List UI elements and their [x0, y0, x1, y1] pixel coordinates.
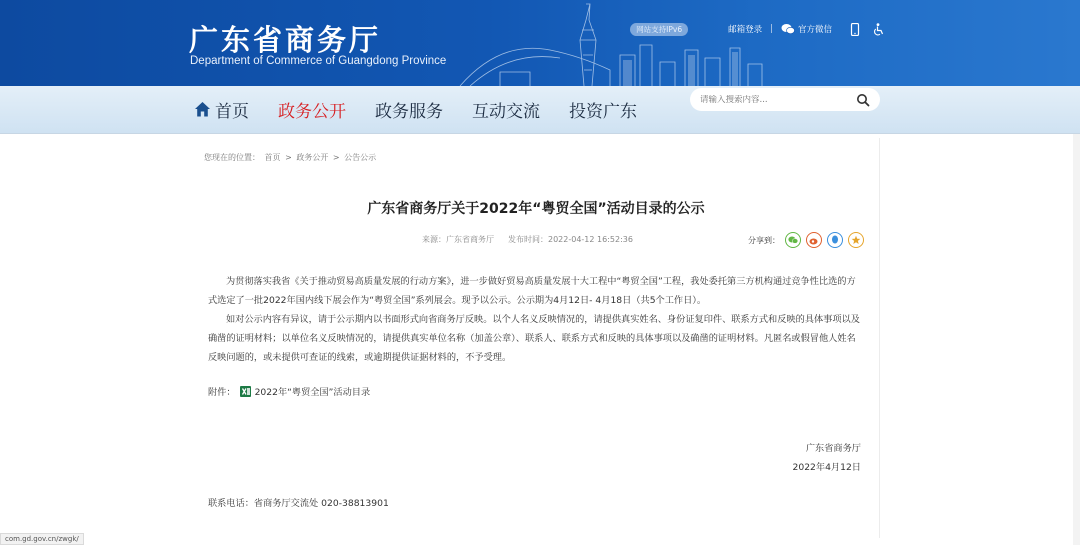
- nav-item-label: 政务服务: [375, 102, 443, 122]
- site-logo-title[interactable]: 广东省商务厅: [189, 23, 382, 57]
- qq-icon: [831, 235, 839, 245]
- ipv6-badge: 网站支持IPv6: [630, 23, 688, 36]
- signature-organization: 广东省商务厅: [805, 443, 861, 454]
- main-navigation-bar: [0, 86, 1080, 134]
- breadcrumb-link[interactable]: 政务公开: [296, 153, 329, 162]
- nav-item-home[interactable]: [194, 97, 249, 122]
- nav-item-label: 首页: [215, 102, 249, 122]
- contact-info: 联系电话：省商务厅交流处 020-38813901: [208, 498, 389, 509]
- share-weibo-button[interactable]: [806, 232, 822, 248]
- article-paragraph: 如对公示内容有异议，请于公示期内以书面形式向省商务厅反映。以个人名义反映情况的，请提供真实姓名、身份证复印件、联系方式和反映的具体事项以及确凿的证明材料；以单位名义反映情况的，请提供真实单位名称（加盖公章）、联系人、联系方式和反映的具体事项以及确凿的证明材料。凡匿名或假冒他人姓名反映问题的，或未提供可查证的线索，或逾期提供证据材料的，不予受理。: [208, 314, 860, 363]
- accessibility-icon[interactable]: [872, 23, 884, 36]
- article-meta: [422, 234, 633, 245]
- signature-date: 2022年4月12日: [792, 462, 861, 473]
- wechat-label: 官方微信: [797, 25, 832, 35]
- nav-item-invest-guangdong[interactable]: [569, 97, 637, 122]
- status-bar-url: com.gd.gov.cn/zwgk/: [0, 533, 84, 545]
- article-paragraph: 为贯彻落实我省《关于推动贸易高质量发展的行动方案》，进一步做好贸易高质量发展十大工程中“粤贸全国”工程，我处委托第三方机构通过竞争性比选的方式选定了一批2022年国内线下展会作为“粤贸全国”系列展会。现予以公示。公示期为4月12日- 4月18日（共5个工作日）。: [208, 276, 856, 306]
- attachment-link[interactable]: 2022年“粤贸全国”活动目录: [254, 387, 371, 398]
- page-scrollbar[interactable]: [1073, 134, 1080, 545]
- top-utility-bar: [630, 17, 884, 41]
- attachment-label: 附件：: [208, 387, 236, 398]
- breadcrumb-link[interactable]: 公告公示: [344, 153, 377, 162]
- share-favorite-button[interactable]: [848, 232, 864, 248]
- search-box: [690, 88, 880, 111]
- site-logo-subtitle: Department of Commerce of Guangdong Province: [190, 55, 447, 67]
- separator: |: [770, 24, 773, 34]
- home-icon: [194, 101, 211, 118]
- nav-item-government-affairs[interactable]: [278, 97, 346, 122]
- search-input[interactable]: [700, 95, 850, 105]
- share-qq-button[interactable]: [827, 232, 843, 248]
- article-source: 来源：广东省商务厅: [422, 235, 494, 244]
- mobile-icon[interactable]: [850, 23, 860, 36]
- weibo-icon: [809, 236, 819, 245]
- breadcrumb-link[interactable]: 首页: [264, 153, 281, 162]
- nav-item-label: 互动交流: [472, 102, 540, 122]
- article-body: [208, 272, 864, 367]
- nav-item-label: 投资广东: [569, 102, 637, 122]
- breadcrumb-prefix: 您现在的位置：: [204, 153, 260, 162]
- share-bar: [748, 232, 864, 248]
- nav-item-interaction[interactable]: [472, 97, 540, 122]
- search-icon[interactable]: [856, 93, 870, 107]
- article-publish-time: 发布时间：2022-04-12 16:52:36: [508, 235, 633, 244]
- article-container: [192, 138, 880, 538]
- breadcrumb: [204, 152, 378, 163]
- site-header: [0, 0, 1080, 86]
- wechat-icon: [781, 23, 795, 35]
- article-signature: [793, 439, 861, 477]
- excel-file-icon: [240, 386, 251, 397]
- wechat-icon: [788, 236, 798, 244]
- share-label: 分享到：: [748, 235, 780, 245]
- article-title: 广东省商务厅关于2022年“粤贸全国”活动目录的公示: [367, 201, 705, 217]
- main-nav: [194, 97, 666, 122]
- star-icon: [851, 235, 861, 245]
- breadcrumb-separator: >: [285, 153, 292, 162]
- wechat-link[interactable]: [781, 23, 832, 35]
- nav-item-government-services[interactable]: [375, 97, 443, 122]
- breadcrumb-separator: >: [332, 153, 340, 162]
- nav-item-label: 政务公开: [278, 102, 346, 122]
- attachment: [208, 384, 370, 398]
- share-wechat-button[interactable]: [785, 232, 801, 248]
- mail-login-link[interactable]: 邮箱登录: [728, 25, 763, 35]
- canton-tower-skyline-illustration: [440, 0, 780, 86]
